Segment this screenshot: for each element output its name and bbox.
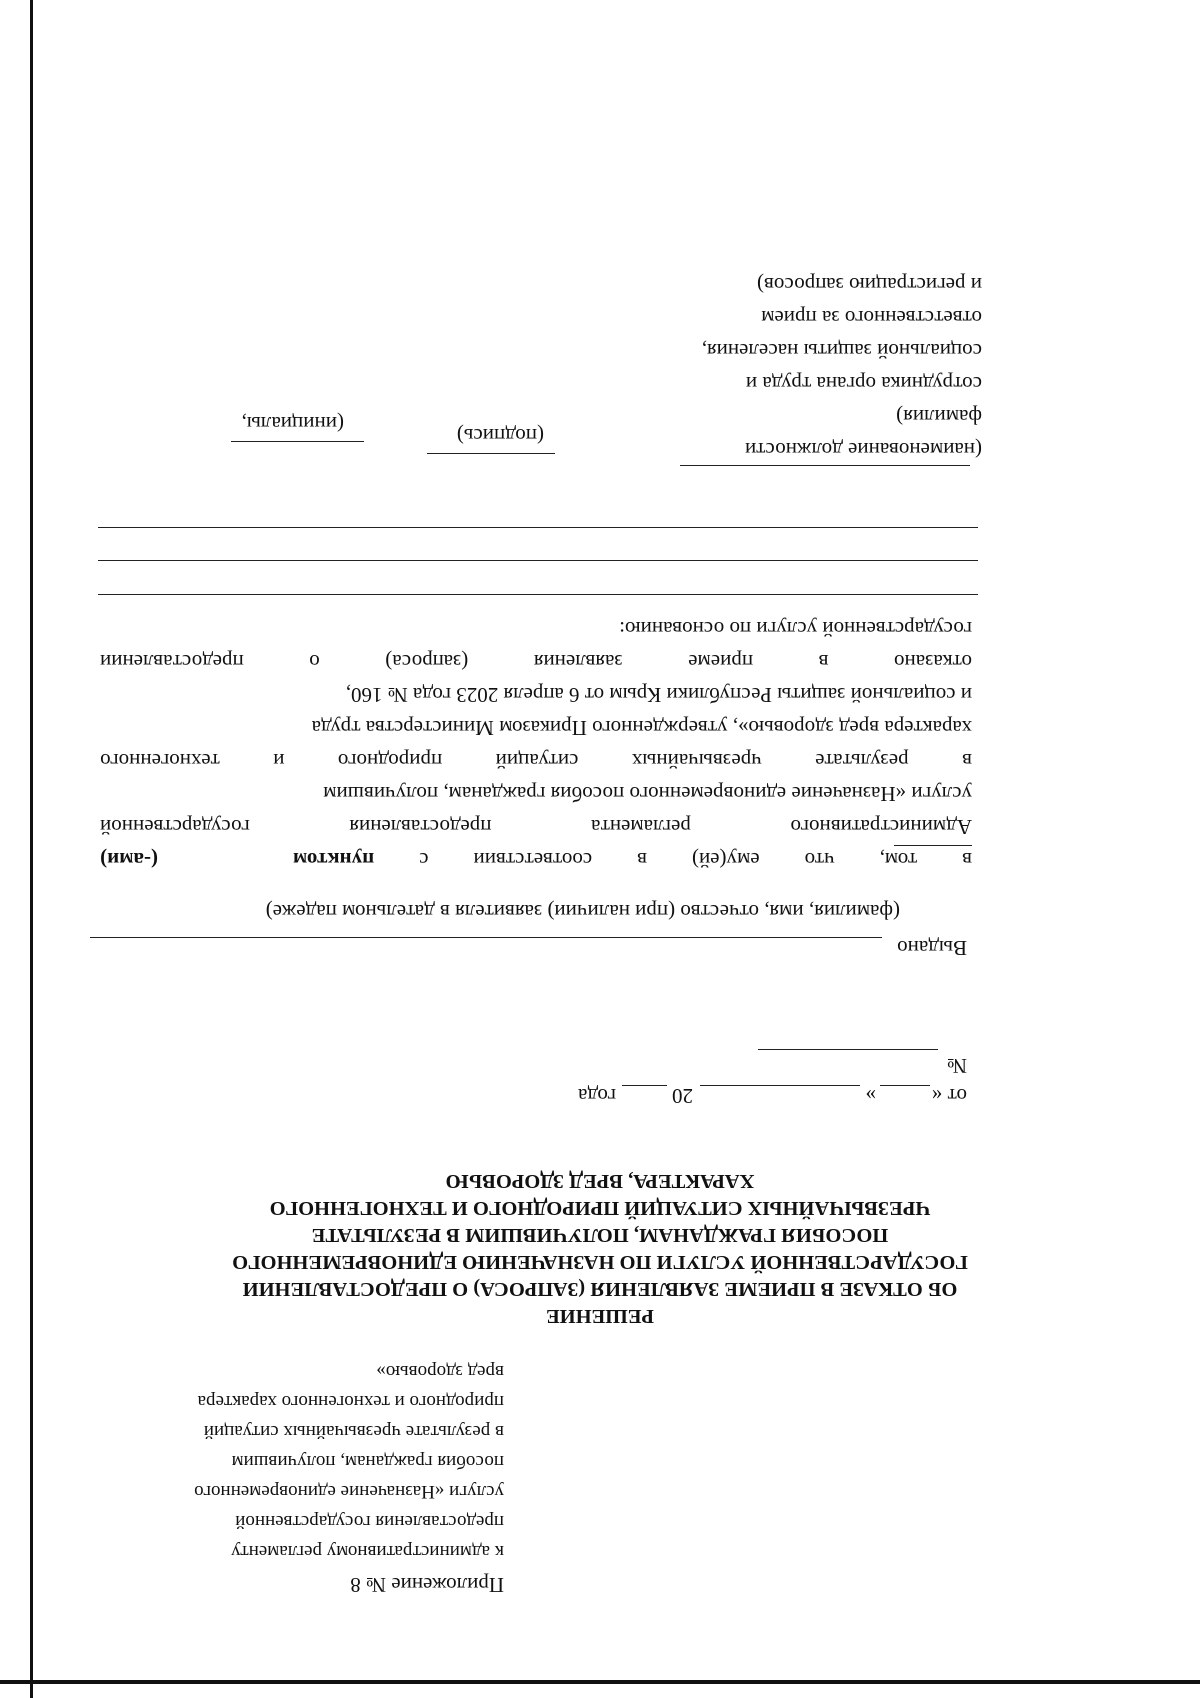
body-word: приеме bbox=[688, 650, 754, 674]
date-year-blank bbox=[622, 1085, 667, 1086]
appendix-line: в результате чрезвычайных ситуаций bbox=[203, 1421, 504, 1442]
body-word: о bbox=[309, 650, 320, 674]
position-caption-line: и регистрацию запросов) bbox=[757, 273, 982, 297]
position-caption-line: фамилия) bbox=[896, 405, 982, 429]
body-word: чрезвычайных bbox=[631, 749, 762, 773]
body-word: результате bbox=[815, 749, 909, 773]
body-line-6: и социальной защиты Республики Крым от 6 апреля 2023 года № 160, bbox=[345, 683, 972, 707]
position-blank bbox=[680, 465, 970, 466]
appendix-line: вред здоровью» bbox=[376, 1361, 504, 1382]
title-line: ПОСОБИЯ ГРАЖДАНАМ, ПОЛУЧИВШИМ В РЕЗУЛЬТАТЕ bbox=[311, 1224, 889, 1246]
body-line-5: характера вред здоровью», утвержденного Приказом Министерства труда bbox=[311, 716, 972, 740]
scan-edge-top bbox=[0, 1680, 1200, 1684]
body-word: предоставления bbox=[349, 815, 492, 839]
appendix-title: Приложение № 8 bbox=[350, 1573, 504, 1597]
date-day-blank bbox=[880, 1085, 930, 1086]
body-word: природного bbox=[337, 749, 443, 773]
body-word: соответствии bbox=[473, 848, 593, 872]
date-month-blank bbox=[700, 1085, 860, 1086]
issued-caption: (фамилия, имя, отчество (при наличии) заявителя в дательном падеже) bbox=[265, 900, 900, 924]
appendix-line: природного и техногенного характера bbox=[197, 1391, 504, 1412]
position-caption-line: (наименование должности bbox=[744, 438, 982, 462]
body-word: в bbox=[818, 650, 829, 674]
title-line: ХАРАКТЕРА, ВРЕД ЗДОРОВЬЮ bbox=[445, 1170, 755, 1192]
title-line: ГОСУДАРСТВЕННОЙ УСЛУГИ ПО НАЗНАЧЕНИЮ ЕДИНОВРЕМЕННОГО bbox=[232, 1251, 968, 1273]
body-line-1 bbox=[100, 849, 972, 870]
position-caption-line: ответственного за прием bbox=[761, 306, 982, 330]
signature-caption: (подпись) bbox=[456, 424, 544, 448]
title-line: РЕШЕНИЕ bbox=[546, 1305, 654, 1327]
position-caption-line: сотрудника органа труда и bbox=[745, 372, 982, 396]
body-word: заявления bbox=[533, 650, 623, 674]
appendix-line: предоставления государственной bbox=[235, 1511, 504, 1532]
date-prefix: от « bbox=[931, 1084, 967, 1108]
body-word: в bbox=[637, 848, 648, 872]
body-word: ему(ей) bbox=[692, 848, 760, 872]
body-word: в bbox=[962, 848, 972, 872]
body-word: Административного bbox=[790, 815, 972, 839]
initials-blank bbox=[231, 441, 364, 442]
body-word: том, bbox=[879, 848, 918, 872]
clause-number-blank bbox=[894, 845, 972, 846]
body-word: с bbox=[419, 848, 429, 872]
body-line-8: государственной услуги по основанию: bbox=[619, 617, 972, 641]
number-blank bbox=[758, 1049, 938, 1050]
body-word: отказано bbox=[894, 650, 972, 674]
reason-blank-line bbox=[98, 594, 978, 595]
body-word: в bbox=[962, 749, 972, 773]
issued-label: Выдано bbox=[897, 936, 967, 960]
title-line: ЧРЕЗВЫЧАЙНЫХ СИТУАЦИЙ ПРИРОДНОГО И ТЕХНОГЕННОГО bbox=[269, 1197, 931, 1219]
reason-blank-line bbox=[98, 560, 978, 561]
issued-name-blank bbox=[90, 937, 882, 938]
signature-blank bbox=[427, 453, 555, 454]
scan-edge-right bbox=[30, 0, 33, 1698]
appendix-line: пособия гражданам, получившим bbox=[231, 1451, 504, 1472]
body-word: государственной bbox=[100, 815, 250, 839]
body-word: ситуаций bbox=[495, 749, 579, 773]
number-label: № bbox=[946, 1054, 967, 1078]
date-suffix: года bbox=[578, 1084, 616, 1108]
body-line-2 bbox=[100, 816, 972, 837]
body-word: (запроса) bbox=[385, 650, 469, 674]
body-word: техногенного bbox=[100, 749, 220, 773]
appendix-line: услуги «Назначение единовременного bbox=[194, 1481, 504, 1502]
body-line-4 bbox=[100, 750, 972, 771]
position-caption-line: социальной защиты населения, bbox=[701, 339, 982, 363]
body-word: (-ами) bbox=[100, 848, 158, 872]
body-word: что bbox=[804, 848, 835, 872]
title-line: ОБ ОТКАЗЕ В ПРИЕМЕ ЗАЯВЛЕНИЯ (ЗАПРОСА) О ПРЕДОСТАВЛЕНИИ bbox=[242, 1278, 958, 1300]
body-word: регламента bbox=[591, 815, 691, 839]
body-word: предоставлении bbox=[100, 650, 244, 674]
body-line-3: услуги «Назначение единовременного пособия гражданам, получившим bbox=[323, 782, 972, 806]
reason-blank-line bbox=[98, 527, 978, 528]
body-word: пунктом bbox=[292, 848, 375, 872]
body-line-7 bbox=[100, 651, 972, 672]
appendix-line: к административному регламенту bbox=[231, 1541, 504, 1562]
date-century: 20 bbox=[672, 1084, 693, 1108]
date-close-quote: » bbox=[865, 1084, 876, 1108]
initials-caption: (инициалы, bbox=[241, 412, 344, 436]
body-word: и bbox=[273, 749, 285, 773]
